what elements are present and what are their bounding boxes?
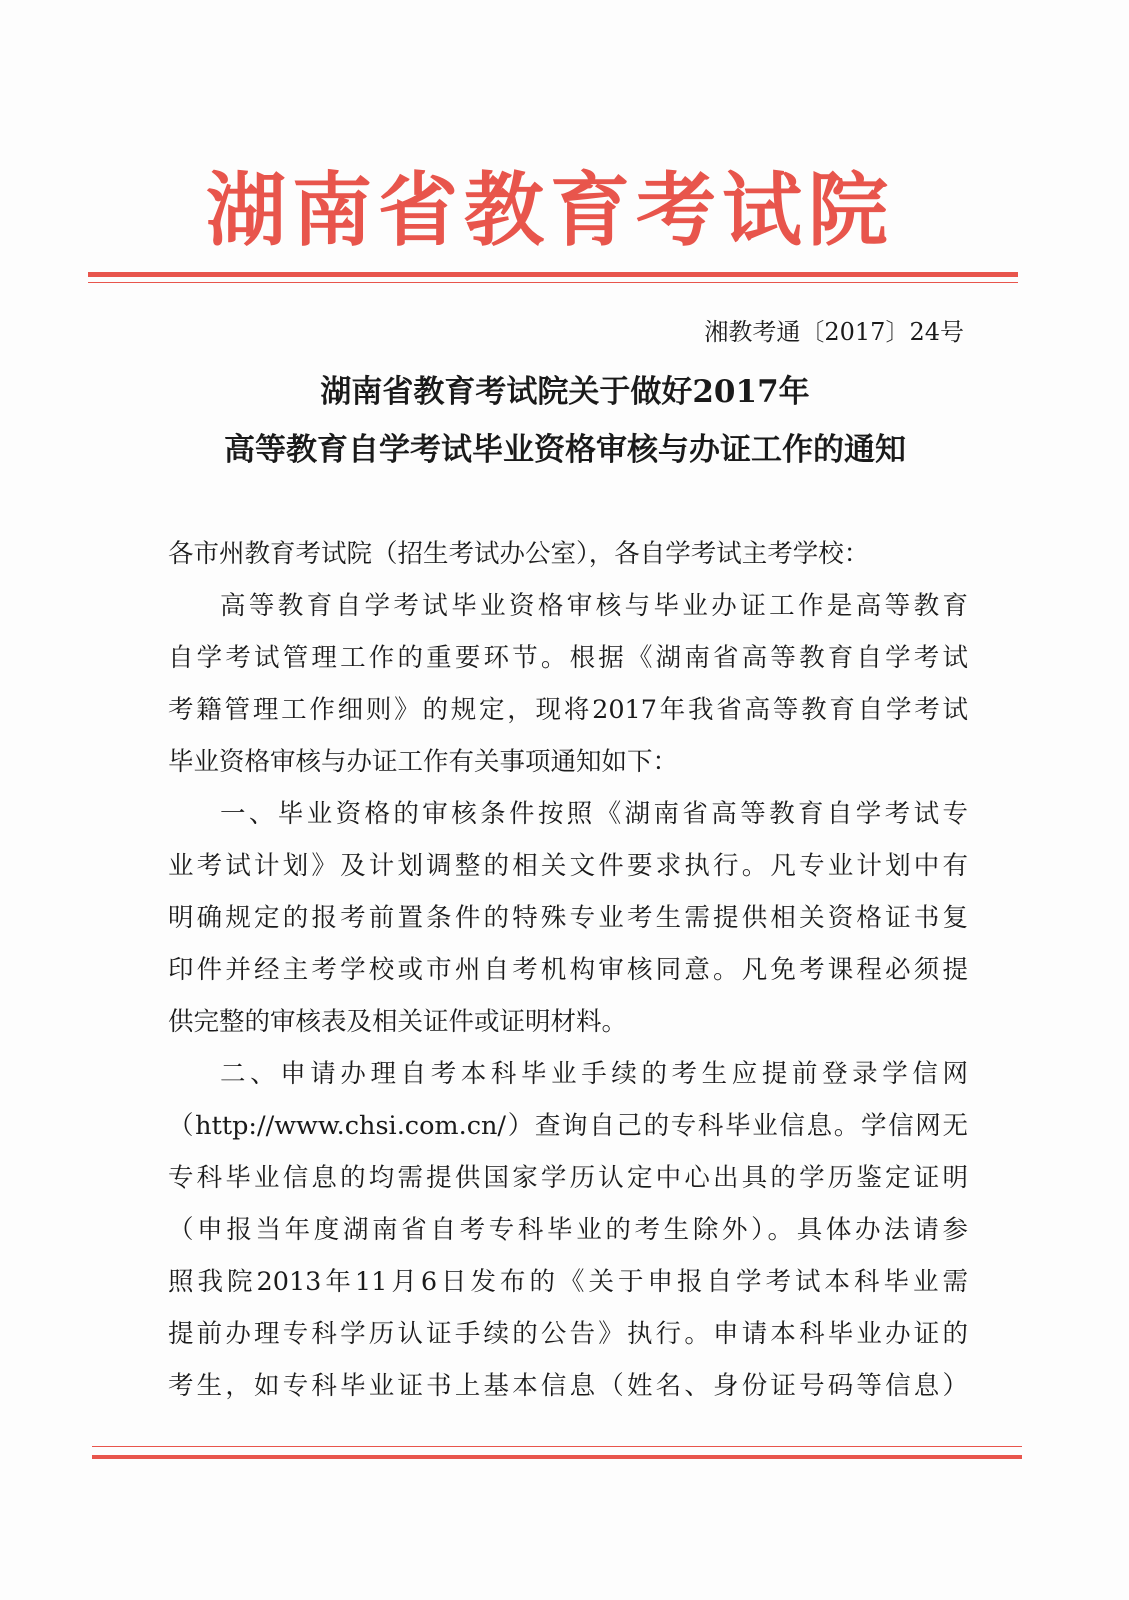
body-line: 高等教育自学考试毕业资格审核与毕业办证工作是高等教育 [220, 591, 968, 621]
body-line: 印件并经主考学校或市州自考机构审核同意。凡免考课程必须提 [168, 955, 968, 985]
body-line: 照我院2013年11月6日发布的《关于申报自学考试本科毕业需 [168, 1267, 968, 1297]
body-line: （申报当年度湖南省自考专科毕业的考生除外）。具体办法请参 [168, 1215, 968, 1245]
body-line: 供完整的审核表及相关证件或证明材料。 [168, 1007, 628, 1037]
body-line: 毕业资格审核与办证工作有关事项通知如下： [168, 747, 679, 777]
footer-rule-thick [92, 1455, 1022, 1459]
body-line: 业考试计划》及计划调整的相关文件要求执行。凡专业计划中有 [168, 851, 968, 881]
body-line: 明确规定的报考前置条件的特殊专业考生需提供相关资格证书复 [168, 903, 968, 933]
body-line: 提前办理专科学历认证手续的公告》执行。申请本科毕业办证的 [168, 1319, 968, 1349]
body-line: 考籍管理工作细则》的规定，现将2017年我省高等教育自学考试 [168, 695, 968, 725]
body-line: 一、毕业资格的审核条件按照《湖南省高等教育自学考试专 [220, 799, 968, 829]
document-title-line-1: 湖南省教育考试院关于做好2017年 [320, 374, 810, 410]
body-line: 二、申请办理自考本科毕业手续的考生应提前登录学信网 [220, 1059, 968, 1089]
document-number: 湘教考通〔2017〕24号 [704, 318, 964, 346]
footer-rule-thin [92, 1446, 1022, 1447]
body-line: 专科毕业信息的均需提供国家学历认定中心出具的学历鉴定证明 [168, 1163, 968, 1193]
document-title-line-2: 高等教育自学考试毕业资格审核与办证工作的通知 [224, 432, 906, 468]
body-line: 考生，如专科毕业证书上基本信息（姓名、身份证号码等信息） [168, 1371, 968, 1401]
body-line: （http://www.chsi.com.cn/）查询自己的专科毕业信息。学信网无 [168, 1111, 968, 1141]
letterhead-agency-name: 湖南省教育考试院 [206, 163, 894, 257]
body-line: 自学考试管理工作的重要环节。根据《湖南省高等教育自学考试 [168, 643, 968, 673]
letterhead-rule-thin [88, 282, 1018, 283]
salutation: 各市州教育考试院（招生考试办公室），各自学考试主考学校： [168, 539, 870, 569]
letterhead-rule-thick [88, 272, 1018, 277]
